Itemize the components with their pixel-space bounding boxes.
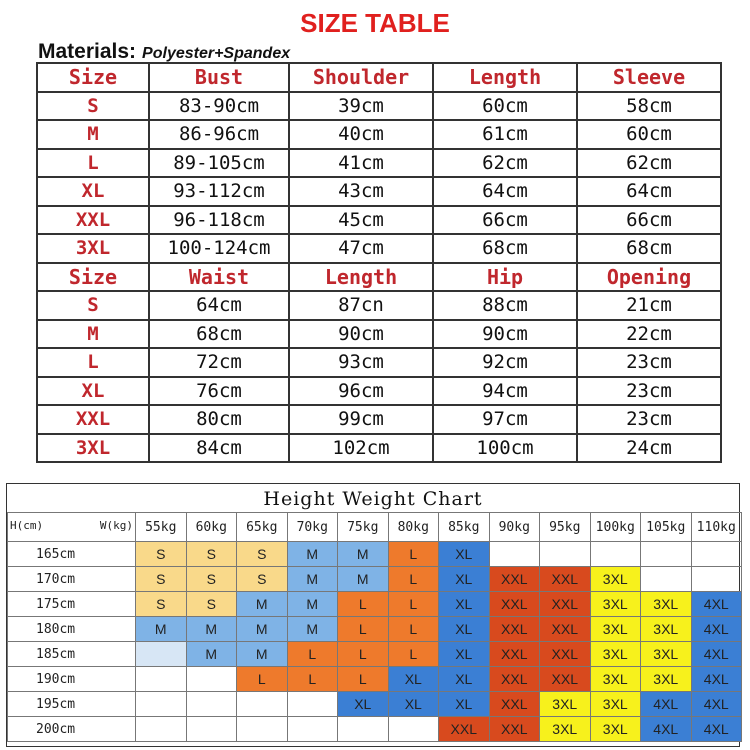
bottom-value-cell: 100cm bbox=[433, 434, 577, 463]
hw-row bbox=[8, 717, 742, 742]
weight-header-cell: 75kg bbox=[338, 513, 389, 542]
top-value-cell: 39cm bbox=[289, 92, 433, 121]
bottom-value-cell: 93cm bbox=[289, 348, 433, 377]
size-recommendation-cell: XXL bbox=[489, 642, 540, 667]
hw-row bbox=[8, 667, 742, 692]
hw-row bbox=[8, 642, 742, 667]
weight-header-cell: 90kg bbox=[489, 513, 540, 542]
bottom-header-cell: Size bbox=[37, 263, 149, 292]
size-recommendation-cell: 3XL bbox=[590, 592, 641, 617]
top-value-cell: 68cm bbox=[433, 234, 577, 263]
size-recommendation-cell: S bbox=[237, 542, 288, 567]
bottom-table-header-row bbox=[37, 263, 721, 292]
bottom-value-cell: 94cm bbox=[433, 377, 577, 406]
bottom-value-cell: 87cn bbox=[289, 291, 433, 320]
size-recommendation-cell: 4XL bbox=[691, 667, 742, 692]
bottom-size-cell: XL bbox=[37, 377, 149, 406]
weight-header-cell: 60kg bbox=[186, 513, 237, 542]
bottom-size-cell: L bbox=[37, 348, 149, 377]
bottom-value-cell: 23cm bbox=[577, 405, 721, 434]
size-recommendation-cell: M bbox=[287, 592, 338, 617]
size-recommendation-cell bbox=[691, 567, 742, 592]
size-recommendation-cell: M bbox=[237, 642, 288, 667]
size-recommendation-cell: XL bbox=[439, 692, 490, 717]
bottom-header-cell: Hip bbox=[433, 263, 577, 292]
size-recommendation-cell: S bbox=[237, 567, 288, 592]
size-recommendation-cell bbox=[388, 717, 439, 742]
size-recommendation-cell bbox=[186, 667, 237, 692]
height-header-cell: 175cm bbox=[8, 592, 136, 617]
top-value-cell: 66cm bbox=[433, 206, 577, 235]
size-recommendation-cell: 3XL bbox=[590, 617, 641, 642]
materials-value: Polyester+Spandex bbox=[142, 45, 291, 62]
size-recommendation-cell: 3XL bbox=[641, 642, 692, 667]
weight-header-cell: 100kg bbox=[590, 513, 641, 542]
bottom-size-cell: 3XL bbox=[37, 434, 149, 463]
bottom-value-cell: 88cm bbox=[433, 291, 577, 320]
bottom-value-cell: 76cm bbox=[149, 377, 289, 406]
size-recommendation-cell: S bbox=[136, 542, 187, 567]
size-recommendation-cell: S bbox=[186, 592, 237, 617]
top-value-cell: 100-124cm bbox=[149, 234, 289, 263]
top-size-cell: 3XL bbox=[37, 234, 149, 263]
size-recommendation-cell: XL bbox=[338, 692, 389, 717]
top-value-cell: 58cm bbox=[577, 92, 721, 121]
size-recommendation-cell: M bbox=[136, 617, 187, 642]
top-value-cell: 60cm bbox=[577, 120, 721, 149]
size-recommendation-cell bbox=[136, 642, 187, 667]
size-recommendation-cell: L bbox=[338, 592, 389, 617]
top-value-cell: 62cm bbox=[433, 149, 577, 178]
size-recommendation-cell bbox=[641, 567, 692, 592]
size-recommendation-cell: XXL bbox=[540, 592, 591, 617]
size-recommendation-cell: 3XL bbox=[540, 692, 591, 717]
hw-row bbox=[8, 592, 742, 617]
weight-header-cell: 55kg bbox=[136, 513, 187, 542]
size-recommendation-cell bbox=[691, 542, 742, 567]
size-recommendation-cell: 3XL bbox=[540, 717, 591, 742]
top-value-cell: 86-96cm bbox=[149, 120, 289, 149]
size-recommendation-cell: M bbox=[186, 617, 237, 642]
size-recommendation-cell: 4XL bbox=[691, 592, 742, 617]
size-recommendation-cell: L bbox=[237, 667, 288, 692]
size-recommendation-cell: XL bbox=[439, 642, 490, 667]
materials-label: Materials: bbox=[38, 40, 137, 63]
size-recommendation-cell: S bbox=[136, 567, 187, 592]
size-recommendation-cell: XXL bbox=[540, 642, 591, 667]
size-recommendation-cell bbox=[136, 667, 187, 692]
size-recommendation-cell: 3XL bbox=[590, 717, 641, 742]
size-recommendation-cell: XXL bbox=[489, 592, 540, 617]
top-value-cell: 45cm bbox=[289, 206, 433, 235]
bottom-value-cell: 92cm bbox=[433, 348, 577, 377]
size-recommendation-cell: L bbox=[287, 667, 338, 692]
top-value-cell: 64cm bbox=[577, 177, 721, 206]
height-header-cell: 170cm bbox=[8, 567, 136, 592]
size-recommendation-cell: 3XL bbox=[590, 567, 641, 592]
size-recommendation-cell bbox=[287, 692, 338, 717]
bottom-header-cell: Length bbox=[289, 263, 433, 292]
size-recommendation-cell: 3XL bbox=[590, 692, 641, 717]
size-recommendation-cell: 3XL bbox=[641, 667, 692, 692]
bottom-size-cell: XXL bbox=[37, 405, 149, 434]
size-recommendation-cell: L bbox=[287, 642, 338, 667]
weight-header-cell: 105kg bbox=[641, 513, 692, 542]
size-recommendation-cell: M bbox=[237, 592, 288, 617]
size-recommendation-cell: XXL bbox=[540, 567, 591, 592]
bottom-table-row bbox=[37, 405, 721, 434]
bottom-value-cell: 21cm bbox=[577, 291, 721, 320]
size-recommendation-cell bbox=[641, 542, 692, 567]
weight-header-cell: 95kg bbox=[540, 513, 591, 542]
bottom-size-cell: S bbox=[37, 291, 149, 320]
bottom-value-cell: 72cm bbox=[149, 348, 289, 377]
size-recommendation-cell: M bbox=[287, 542, 338, 567]
size-recommendation-cell: M bbox=[338, 567, 389, 592]
size-recommendation-cell: M bbox=[287, 617, 338, 642]
weight-header-cell: 110kg bbox=[691, 513, 742, 542]
size-recommendation-cell: 4XL bbox=[691, 692, 742, 717]
bottom-value-cell: 22cm bbox=[577, 320, 721, 349]
hw-row bbox=[8, 542, 742, 567]
weight-header-cell: 70kg bbox=[287, 513, 338, 542]
size-recommendation-cell: XXL bbox=[489, 692, 540, 717]
size-recommendation-cell: XL bbox=[439, 542, 490, 567]
size-recommendation-cell: S bbox=[136, 592, 187, 617]
size-recommendation-cell: XXL bbox=[540, 667, 591, 692]
size-recommendation-cell bbox=[489, 542, 540, 567]
size-recommendation-cell bbox=[237, 717, 288, 742]
height-header-cell: 200cm bbox=[8, 717, 136, 742]
size-measurement-table bbox=[36, 62, 722, 463]
size-recommendation-cell: XXL bbox=[489, 617, 540, 642]
size-recommendation-cell: M bbox=[237, 617, 288, 642]
size-recommendation-cell: L bbox=[338, 667, 389, 692]
top-table-row bbox=[37, 234, 721, 263]
size-recommendation-cell: 4XL bbox=[691, 642, 742, 667]
top-size-cell: M bbox=[37, 120, 149, 149]
height-weight-chart bbox=[6, 483, 740, 747]
top-table-row bbox=[37, 149, 721, 178]
size-recommendation-cell: XXL bbox=[540, 617, 591, 642]
weight-header-cell: 65kg bbox=[237, 513, 288, 542]
size-recommendation-cell bbox=[186, 692, 237, 717]
hw-corner-cell bbox=[8, 513, 136, 542]
height-header-cell: 180cm bbox=[8, 617, 136, 642]
top-table-row bbox=[37, 206, 721, 235]
size-recommendation-cell: XXL bbox=[489, 567, 540, 592]
bottom-table-row bbox=[37, 348, 721, 377]
bottom-value-cell: 96cm bbox=[289, 377, 433, 406]
top-value-cell: 66cm bbox=[577, 206, 721, 235]
top-value-cell: 62cm bbox=[577, 149, 721, 178]
size-recommendation-cell: XXL bbox=[489, 667, 540, 692]
top-value-cell: 43cm bbox=[289, 177, 433, 206]
size-recommendation-cell: XL bbox=[388, 667, 439, 692]
size-recommendation-cell: L bbox=[388, 542, 439, 567]
top-value-cell: 41cm bbox=[289, 149, 433, 178]
bottom-value-cell: 23cm bbox=[577, 377, 721, 406]
size-recommendation-cell: M bbox=[338, 542, 389, 567]
size-recommendation-cell: L bbox=[388, 617, 439, 642]
size-recommendation-cell: XL bbox=[439, 667, 490, 692]
size-recommendation-cell: 3XL bbox=[590, 667, 641, 692]
top-table-row bbox=[37, 120, 721, 149]
size-recommendation-cell: L bbox=[338, 642, 389, 667]
bottom-value-cell: 80cm bbox=[149, 405, 289, 434]
top-value-cell: 93-112cm bbox=[149, 177, 289, 206]
top-value-cell: 64cm bbox=[433, 177, 577, 206]
height-weight-chart-title: Height Weight Chart bbox=[263, 488, 483, 510]
size-recommendation-cell: L bbox=[388, 642, 439, 667]
size-recommendation-cell bbox=[186, 717, 237, 742]
top-size-cell: S bbox=[37, 92, 149, 121]
top-value-cell: 68cm bbox=[577, 234, 721, 263]
bottom-value-cell: 99cm bbox=[289, 405, 433, 434]
top-header-cell: Shoulder bbox=[289, 63, 433, 92]
weight-header-cell: 85kg bbox=[439, 513, 490, 542]
size-recommendation-cell: XXL bbox=[489, 717, 540, 742]
top-value-cell: 89-105cm bbox=[149, 149, 289, 178]
size-recommendation-cell bbox=[287, 717, 338, 742]
top-table-header-row bbox=[37, 63, 721, 92]
size-recommendation-cell: M bbox=[186, 642, 237, 667]
size-recommendation-cell bbox=[136, 692, 187, 717]
materials-line bbox=[38, 40, 290, 64]
top-value-cell: 60cm bbox=[433, 92, 577, 121]
hw-header-row bbox=[8, 513, 742, 542]
weight-unit-label: W(kg) bbox=[99, 519, 133, 532]
bottom-value-cell: 102cm bbox=[289, 434, 433, 463]
size-recommendation-cell: 3XL bbox=[590, 642, 641, 667]
top-value-cell: 61cm bbox=[433, 120, 577, 149]
size-recommendation-cell: 4XL bbox=[691, 717, 742, 742]
size-recommendation-cell: L bbox=[388, 592, 439, 617]
hw-row bbox=[8, 567, 742, 592]
bottom-value-cell: 84cm bbox=[149, 434, 289, 463]
top-header-cell: Bust bbox=[149, 63, 289, 92]
top-size-cell: L bbox=[37, 149, 149, 178]
weight-header-cell: 80kg bbox=[388, 513, 439, 542]
top-value-cell: 47cm bbox=[289, 234, 433, 263]
size-recommendation-cell: 3XL bbox=[641, 592, 692, 617]
bottom-table-row bbox=[37, 377, 721, 406]
height-header-cell: 190cm bbox=[8, 667, 136, 692]
size-recommendation-cell bbox=[540, 542, 591, 567]
top-header-cell: Size bbox=[37, 63, 149, 92]
bottom-value-cell: 68cm bbox=[149, 320, 289, 349]
top-size-cell: XXL bbox=[37, 206, 149, 235]
size-table-title: SIZE TABLE bbox=[300, 8, 450, 38]
size-recommendation-cell: XL bbox=[439, 617, 490, 642]
size-recommendation-cell: XL bbox=[388, 692, 439, 717]
top-header-cell: Length bbox=[433, 63, 577, 92]
size-recommendation-cell: 3XL bbox=[641, 617, 692, 642]
bottom-value-cell: 90cm bbox=[289, 320, 433, 349]
size-recommendation-cell: L bbox=[388, 567, 439, 592]
hw-row bbox=[8, 692, 742, 717]
size-recommendation-cell: 4XL bbox=[691, 617, 742, 642]
size-recommendation-cell: XL bbox=[439, 567, 490, 592]
bottom-header-cell: Opening bbox=[577, 263, 721, 292]
top-table-row bbox=[37, 177, 721, 206]
height-header-cell: 185cm bbox=[8, 642, 136, 667]
size-recommendation-cell: XL bbox=[439, 592, 490, 617]
bottom-value-cell: 90cm bbox=[433, 320, 577, 349]
height-header-cell: 195cm bbox=[8, 692, 136, 717]
bottom-table-row bbox=[37, 291, 721, 320]
bottom-table-row bbox=[37, 434, 721, 463]
size-recommendation-cell bbox=[237, 692, 288, 717]
bottom-header-cell: Waist bbox=[149, 263, 289, 292]
size-recommendation-cell: XXL bbox=[439, 717, 490, 742]
top-value-cell: 96-118cm bbox=[149, 206, 289, 235]
size-recommendation-cell: L bbox=[338, 617, 389, 642]
size-recommendation-cell: 4XL bbox=[641, 692, 692, 717]
size-recommendation-cell bbox=[338, 717, 389, 742]
height-header-cell: 165cm bbox=[8, 542, 136, 567]
bottom-value-cell: 23cm bbox=[577, 348, 721, 377]
top-size-cell: XL bbox=[37, 177, 149, 206]
size-recommendation-cell bbox=[590, 542, 641, 567]
height-weight-grid bbox=[7, 512, 742, 742]
bottom-value-cell: 97cm bbox=[433, 405, 577, 434]
top-value-cell: 83-90cm bbox=[149, 92, 289, 121]
size-recommendation-cell: M bbox=[287, 567, 338, 592]
size-recommendation-cell: 4XL bbox=[641, 717, 692, 742]
bottom-value-cell: 24cm bbox=[577, 434, 721, 463]
bottom-value-cell: 64cm bbox=[149, 291, 289, 320]
size-recommendation-cell bbox=[136, 717, 187, 742]
height-unit-label: H(cm) bbox=[10, 519, 44, 532]
size-recommendation-cell: S bbox=[186, 567, 237, 592]
top-table-row bbox=[37, 92, 721, 121]
bottom-size-cell: M bbox=[37, 320, 149, 349]
top-header-cell: Sleeve bbox=[577, 63, 721, 92]
size-recommendation-cell: S bbox=[186, 542, 237, 567]
bottom-table-row bbox=[37, 320, 721, 349]
hw-row bbox=[8, 617, 742, 642]
top-value-cell: 40cm bbox=[289, 120, 433, 149]
